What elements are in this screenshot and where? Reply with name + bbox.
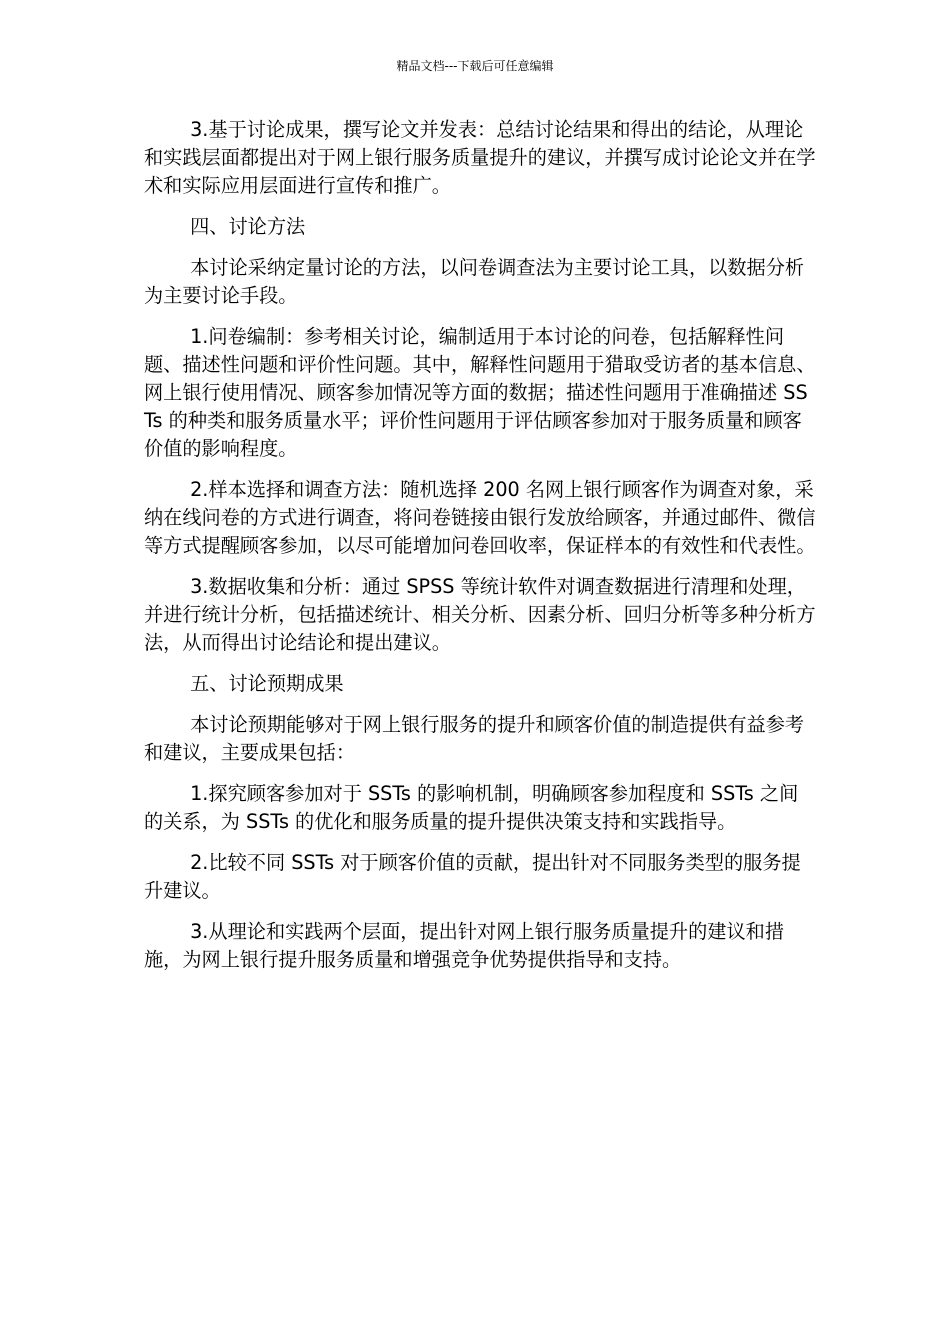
paragraph-data-analysis: 3.数据收集和分析：通过 SPSS 等统计软件对调查数据进行清理和处理，并进行统计分析，包括描述统计、相关分析、因素分析、回归分析等多种分析方法，从而得出讨论结论和提出建议。 bbox=[144, 575, 816, 654]
document-body bbox=[144, 116, 816, 987]
section-heading-expected-results: 五、讨论预期成果 bbox=[190, 672, 344, 695]
paragraph-result-3: 3.从理论和实践两个层面，提出针对网上银行服务质量提升的建议和措施，为网上银行提升服务质量和增强竞争优势提供指导和支持。 bbox=[144, 920, 785, 971]
paragraph-sampling: 2.样本选择和调查方法：随机选择 200 名网上银行顾客作为调查对象，采纳在线问卷的方式进行调查，将问卷链接由银行发放给顾客，并通过邮件、微信等方式提醒顾客参加，以尽可能增加问卷回收率，保证样本的有效性和代表性。 bbox=[144, 478, 816, 557]
page-header: 精品文档---下载后可任意编辑 bbox=[396, 59, 554, 73]
paragraph-methods-intro: 本讨论采纳定量讨论的方法，以问卷调查法为主要讨论工具，以数据分析为主要讨论手段。 bbox=[144, 256, 805, 307]
paragraph-publish-results: 3.基于讨论成果，撰写论文并发表：总结讨论结果和得出的结论，从理论和实践层面都提出对于网上银行服务质量提升的建议，并撰写成讨论论文并在学术和实际应用层面进行宣传和推广。 bbox=[144, 118, 816, 197]
paragraph-result-2: 2.比较不同 SSTs 对于顾客价值的贡献，提出针对不同服务类型的服务提升建议。 bbox=[144, 851, 801, 902]
paragraph-result-1: 1.探究顾客参加对于 SSTs 的影响机制，明确顾客参加程度和 SSTs 之间的关系，为 SSTs 的优化和服务质量的提升提供决策支持和实践指导。 bbox=[144, 782, 799, 833]
paragraph-questionnaire: 1.问卷编制：参考相关讨论，编制适用于本讨论的问卷，包括解释性问题、描述性问题和评价性问题。其中，解释性问题用于猎取受访者的基本信息、网上银行使用情况、顾客参加情况等方面的数据；描述性问题用于准确描述 SSTs 的种类和服务质量水平；评价性问题用于评估顾客参加对于服务质量和顾客价值的影响程度。 bbox=[144, 325, 816, 460]
paragraph-expected-intro: 本讨论预期能够对于网上银行服务的提升和顾客价值的制造提供有益参考和建议，主要成果包括： bbox=[144, 713, 805, 764]
section-heading-methods: 四、讨论方法 bbox=[190, 215, 306, 238]
